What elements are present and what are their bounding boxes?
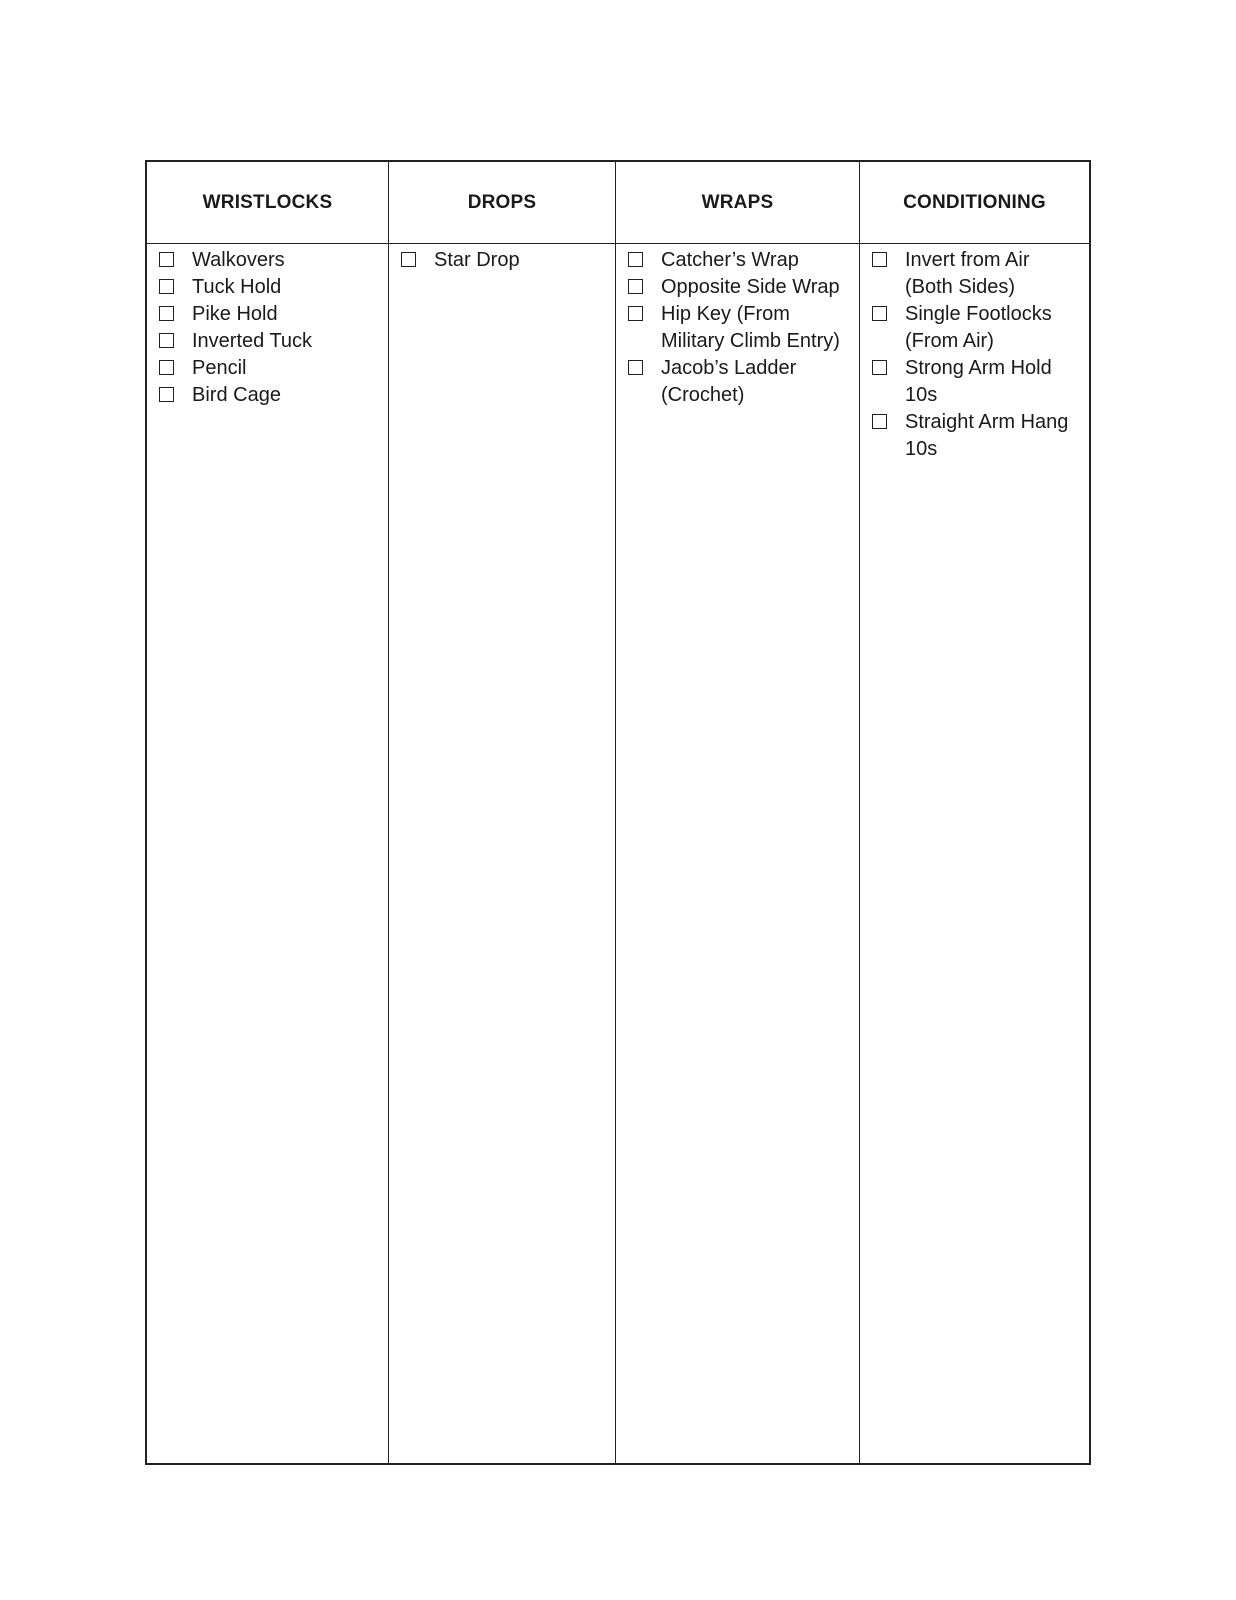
checklist-item[interactable] (872, 409, 1089, 463)
checklist-item[interactable] (159, 301, 388, 328)
checkbox[interactable] (872, 306, 887, 321)
checkbox[interactable] (628, 279, 643, 294)
item-label: Star Drop (434, 249, 520, 271)
checkbox[interactable] (628, 360, 643, 375)
checklist-table (145, 160, 1091, 1465)
checklist-item[interactable] (159, 355, 388, 382)
item-label: Walkovers (192, 249, 285, 271)
item-label: Straight Arm Hang 10s (905, 411, 1069, 460)
column-drops (389, 244, 616, 1463)
item-label: Opposite Side Wrap (661, 276, 840, 298)
column-wristlocks (147, 244, 389, 1463)
checklist-item[interactable] (872, 355, 1089, 409)
checkbox[interactable] (159, 306, 174, 321)
checklist-item[interactable] (159, 274, 388, 301)
checklist-item[interactable] (401, 247, 615, 274)
checklist-item[interactable] (159, 382, 388, 409)
item-label: Bird Cage (192, 384, 281, 406)
checklist-item[interactable] (872, 247, 1089, 301)
item-label: Strong Arm Hold 10s (905, 357, 1052, 406)
checkbox[interactable] (401, 252, 416, 267)
checklist-item[interactable] (872, 301, 1089, 355)
checkbox[interactable] (628, 252, 643, 267)
column-header-drops: DROPS (389, 162, 616, 244)
checklist-item[interactable] (628, 301, 859, 355)
checklist-item[interactable] (628, 247, 859, 274)
column-wraps (616, 244, 860, 1463)
checklist-item[interactable] (628, 274, 859, 301)
checkbox[interactable] (628, 306, 643, 321)
item-label: Tuck Hold (192, 276, 282, 298)
checklist-item[interactable] (159, 247, 388, 274)
checkbox[interactable] (872, 360, 887, 375)
checkbox[interactable] (872, 414, 887, 429)
checkbox[interactable] (872, 252, 887, 267)
checkbox[interactable] (159, 360, 174, 375)
item-label: Pencil (192, 357, 247, 379)
checklist-item[interactable] (159, 328, 388, 355)
checkbox[interactable] (159, 387, 174, 402)
checklist-item[interactable] (628, 355, 859, 409)
item-label: Jacob’s Ladder (Crochet) (661, 357, 797, 406)
checkbox[interactable] (159, 333, 174, 348)
column-header-wristlocks: WRISTLOCKS (147, 162, 389, 244)
column-header-wraps: WRAPS (616, 162, 860, 244)
item-label: Single Footlocks (From Air) (905, 303, 1052, 352)
item-label: Catcher’s Wrap (661, 249, 799, 271)
column-conditioning (860, 244, 1089, 1463)
checkbox[interactable] (159, 279, 174, 294)
item-label: Invert from Air (Both Sides) (905, 249, 1030, 298)
item-label: Inverted Tuck (192, 330, 313, 352)
item-label: Hip Key (From Military Climb Entry) (661, 303, 840, 352)
column-header-conditioning: CONDITIONING (860, 162, 1089, 244)
item-label: Pike Hold (192, 303, 278, 325)
checkbox[interactable] (159, 252, 174, 267)
